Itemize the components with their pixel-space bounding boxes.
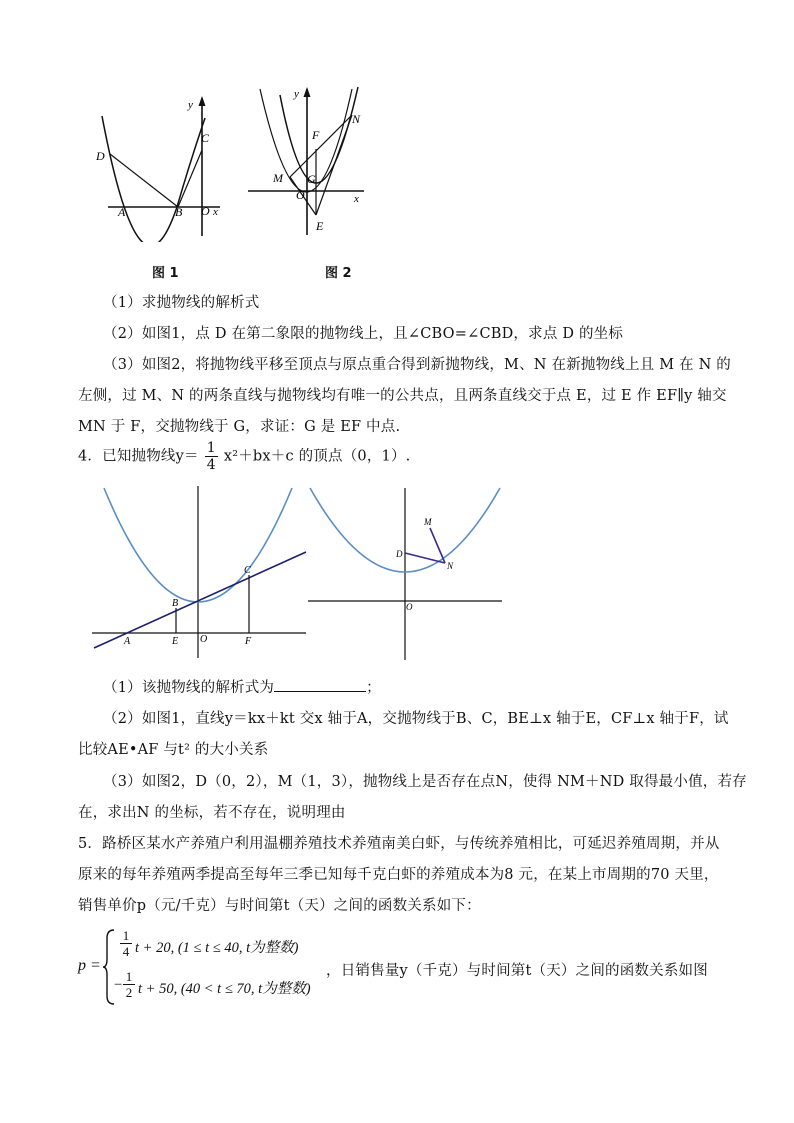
q4-part1 <box>103 676 381 697</box>
q5-line2: 原来的每年养殖两季提高至每年三季已知每千克白虾的养殖成本为8 元，在某上市周期的70 天里， <box>78 867 719 883</box>
q3-part3-line3: MN 于 F，交抛物线于 G，求证：G 是 EF 中点. <box>78 419 401 435</box>
fig1-label-B: B <box>175 205 183 219</box>
q4-frac-num: 1 <box>206 440 216 456</box>
fig1-segment-DB <box>110 154 178 207</box>
q4-part3-line1: （3）如图2，D（0，2），M（1，3），抛物线上是否存在点N，使得 NM＋ND 取得最小值，若存 <box>103 774 747 790</box>
q3-part2: （2）如图1，点 D 在第二象限的抛物线上，且∠CBO=∠CBD，求点 D 的坐标 <box>103 326 624 342</box>
q4-stem-suffix: x²＋bx＋c 的顶点（0，1）. <box>223 448 411 465</box>
fig1-label-D: D <box>96 149 105 163</box>
q5-case2-rest: t + 50, (40 < t ≤ 70, t为整数) <box>138 981 311 997</box>
fig1-label-x: x <box>213 206 218 218</box>
q4f1-label-B: B <box>172 598 179 609</box>
fig1-y-arrow <box>199 96 206 106</box>
fig2-label-F: F <box>312 128 320 142</box>
fig2-segment-NE <box>316 115 352 215</box>
q3-part3-line1: （3）如图2，将抛物线平移至顶点与原点重合得到新抛物线，M、N 在新抛物线上且 M 在 N 的 <box>103 357 731 373</box>
q4-part2-line2: 比较AE•AF 与t² 的大小关系 <box>78 742 269 758</box>
fig2-label-y: y <box>294 88 299 100</box>
q4f2-segment-DN <box>405 553 445 563</box>
q3-part1: （1）求抛物线的解析式 <box>103 295 260 311</box>
q5-case2-sign: − <box>114 977 123 993</box>
q5-case1-rest: t + 20, (1 ≤ t ≤ 40, t为整数) <box>135 940 299 956</box>
q5-case2-frac <box>123 969 135 1000</box>
q4f2-label-D: D <box>396 549 403 559</box>
q4-part1-suffix: ； <box>366 680 381 696</box>
q4f2-label-O: O <box>406 602 413 612</box>
fig2-segment-MN <box>290 115 352 177</box>
q5-pw-lhs: p = <box>78 957 101 974</box>
q5-line1: 5．路桥区某水产养殖户利用温棚养殖技术养殖南美白虾，与传统养殖相比，可延迟养殖周期，并从 <box>78 836 720 852</box>
q5-case2-num: 1 <box>123 969 135 985</box>
q5-after-formula: ，日销售量y（千克）与时间第t（天）之间的函数关系如图 <box>326 963 708 979</box>
q4-figure-1 <box>92 486 308 660</box>
q5-case1-num: 1 <box>120 928 132 944</box>
fig2-label-O: O <box>296 188 305 202</box>
q4f1-label-O: O <box>200 634 208 645</box>
q4-answer-blank[interactable] <box>274 677 366 692</box>
q4-part1-prefix: （1）该抛物线的解析式为 <box>103 680 275 696</box>
q4-part3-line2: 在，求出N 的坐标，若不存在，说明理由 <box>78 805 346 821</box>
q4f2-segment-MN <box>430 528 445 563</box>
figure-2-caption: 图 2 <box>325 266 352 281</box>
figure-1-caption: 图 1 <box>152 266 179 281</box>
fig2-label-M: M <box>273 171 283 185</box>
q5-case2-den: 2 <box>125 985 133 1000</box>
fig2-label-x: x <box>354 193 359 205</box>
fig1-label-C: C <box>201 131 210 145</box>
fig2-y-arrow <box>304 87 311 97</box>
q5-case1-frac <box>120 928 132 959</box>
q4-part2-line1: （2）如图1，直线y＝kx＋kt 交x 轴于A，交抛物线于B、C，BE⊥x 轴于E，CF⊥x 轴于F，试 <box>103 711 729 727</box>
q4-fraction <box>205 440 218 473</box>
fig1-label-A: A <box>118 205 126 219</box>
q4f2-label-M: M <box>424 517 432 527</box>
q4f1-label-E: E <box>172 636 179 647</box>
figure-2 <box>240 85 370 240</box>
q4f1-label-F: F <box>245 636 252 647</box>
q5-case1-den: 4 <box>122 944 130 959</box>
fig1-segment-BC <box>178 150 202 207</box>
q5-line3: 销售单价p（元/千克）与时间第t（天）之间的函数关系如下： <box>78 898 481 914</box>
q4-stem-prefix: 4．已知抛物线y＝ <box>78 448 199 465</box>
q4f1-label-C: C <box>244 565 251 576</box>
q4-stem <box>78 440 410 473</box>
q3-part3-line2: 左侧，过 M、N 的两条直线与抛物线均有唯一的公共点，且两条直线交于点 E，过 E 作 EF∥y 轴交 <box>78 388 727 404</box>
q4-figure-2 <box>306 486 506 662</box>
fig2-label-E: E <box>316 219 324 233</box>
figure-1 <box>80 92 230 242</box>
q4f1-label-A: A <box>124 636 131 647</box>
fig1-label-y: y <box>188 99 193 111</box>
fig2-label-N: N <box>352 112 361 126</box>
fig1-label-O: O <box>201 204 210 218</box>
q4-frac-den: 4 <box>206 457 216 473</box>
q5-pw-brace <box>102 928 116 1006</box>
q4f2-label-N: N <box>447 561 454 571</box>
fig2-label-G: G <box>307 172 316 186</box>
